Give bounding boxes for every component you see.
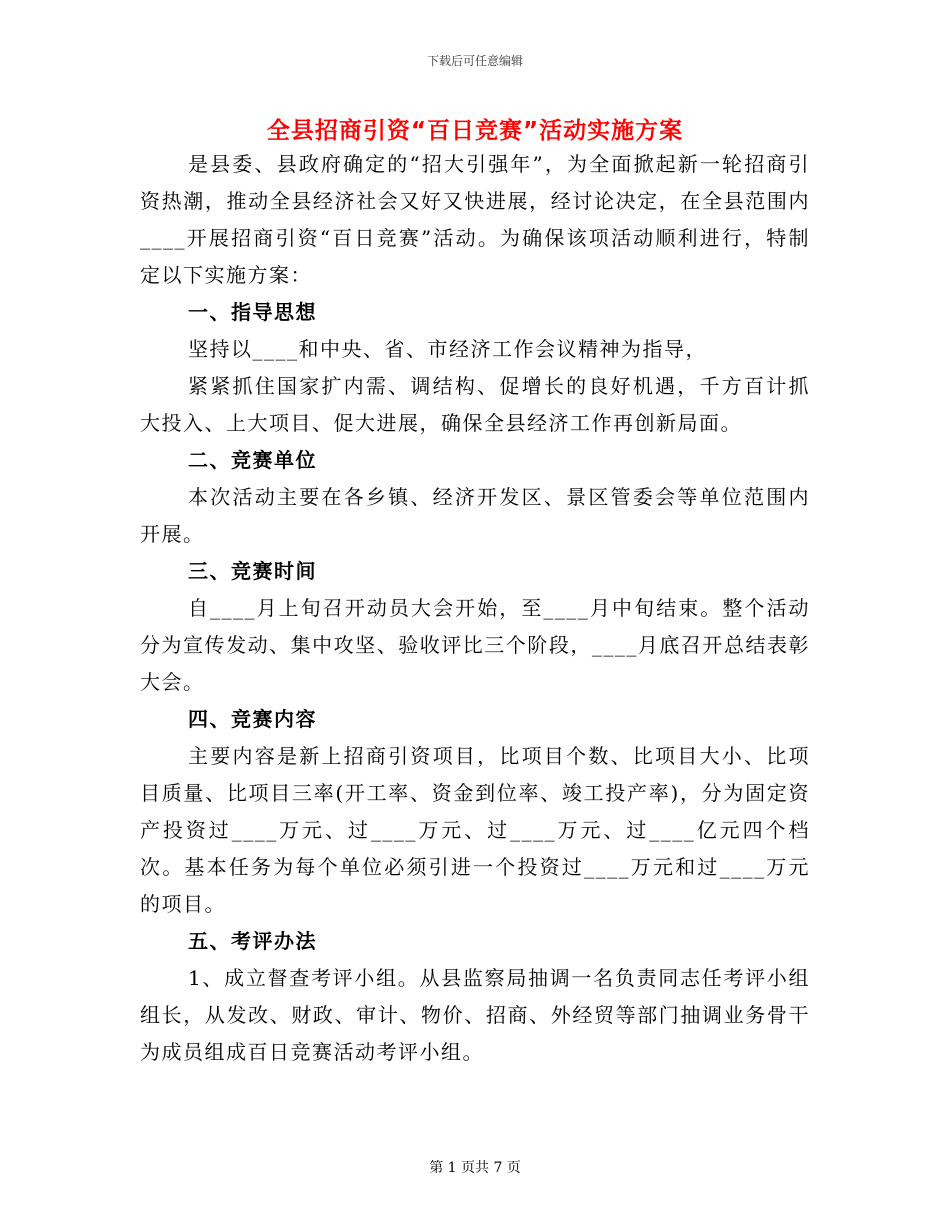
page-footer: 第 1 页共 7 页: [429, 1160, 521, 1176]
section-paragraph: 本次活动主要在各乡镇、经济开发区、景区管委会等单位范围内开展。: [140, 485, 810, 546]
document-body: [140, 146, 810, 1071]
intro-paragraph: 是县委、县政府确定的“招大引强年”，为全面掀起新一轮招商引资热潮，推动全县经济社会又好又快进展，经讨论决定，在全县范围内____开展招商引资“百日竞赛”活动。为确保该项活动顺利进行，特制定以下实施方案：: [140, 152, 810, 287]
section-paragraph: 坚持以____和中央、省、市经济工作会议精神为指导，: [188, 337, 707, 361]
document-title: 全县招商引资“百日竞赛”活动实施方案: [266, 118, 684, 144]
section-paragraph: 主要内容是新上招商引资项目，比项目个数、比项目大小、比项目质量、比项目三率(开工率、资金到位率、竣工投产率)，分为固定资产投资过____万元、过____万元、过____万元、过____亿元四个档次。基本任务为每个单位必须引进一个投资过____万元和过____万元的项目。: [140, 744, 810, 916]
section-paragraph: 自____月上旬召开动员大会开始，至____月中旬结束。整个活动分为宣传发动、集中攻坚、验收评比三个阶段，____月底召开总结表彰大会。: [140, 596, 810, 694]
section-heading-guiding-ideology: 一、指导思想: [188, 300, 317, 324]
section-paragraph: 1、成立督查考评小组。从县监察局抽调一名负责同志任考评小组组长，从发改、财政、审计、物价、招商、外经贸等部门抽调业务骨干为成员组成百日竞赛活动考评小组。: [140, 966, 810, 1064]
section-heading-competition-units: 二、竞赛单位: [188, 448, 317, 472]
header-note: 下载后可任意编辑: [426, 54, 523, 68]
section-paragraph: 紧紧抓住国家扩内需、调结构、促增长的良好机遇，千方百计抓大投入、上大项目、促大进展，确保全县经济工作再创新局面。: [140, 374, 810, 435]
section-heading-competition-time: 三、竞赛时间: [188, 559, 317, 583]
section-heading-evaluation-method: 五、考评办法: [188, 929, 317, 953]
section-heading-competition-content: 四、竞赛内容: [188, 707, 317, 731]
